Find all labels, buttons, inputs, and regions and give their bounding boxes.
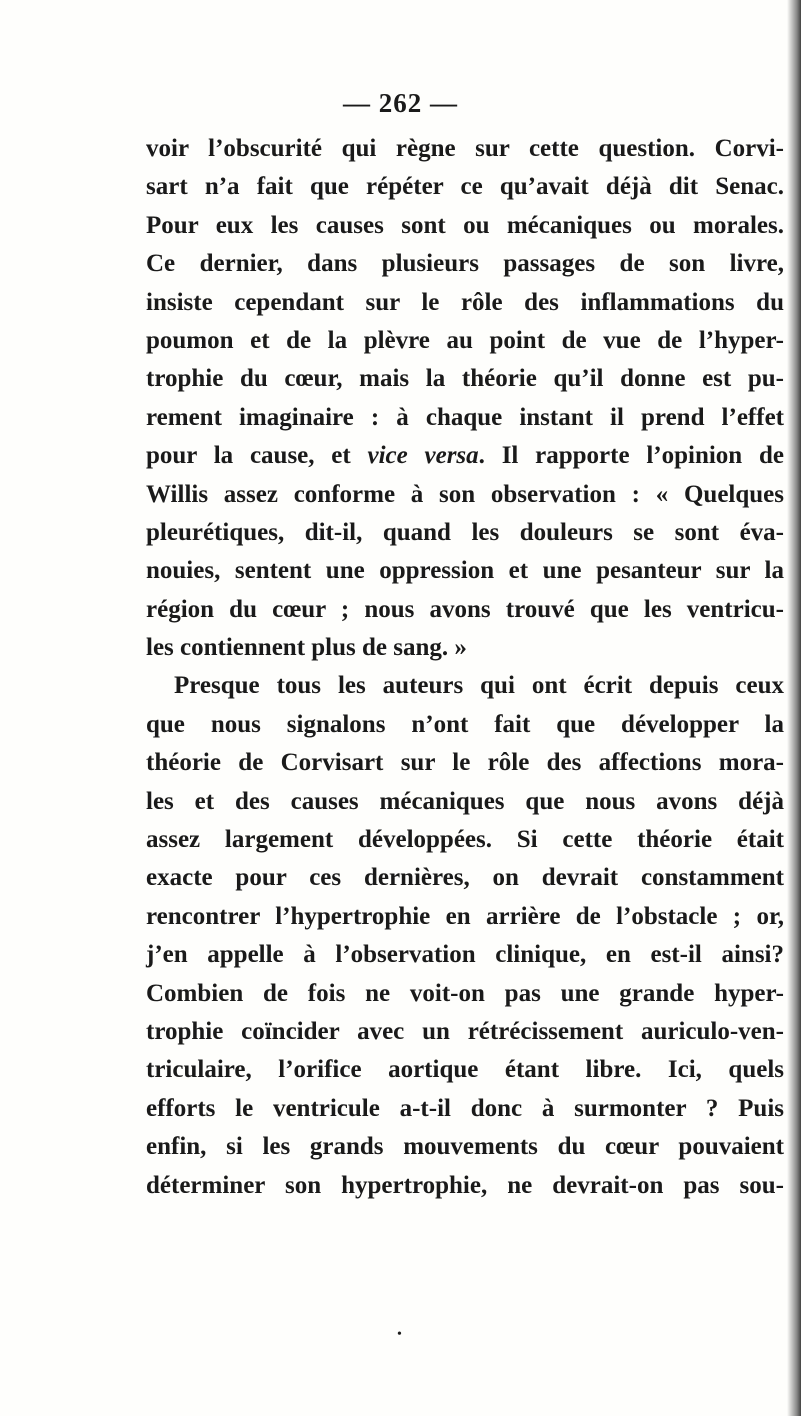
text-line: j’en appelle à l’observation clinique, en est-il ainsi? — [146, 941, 784, 969]
text-line: rencontrer l’hypertrophie en arrière de l’obstacle ; or, — [146, 902, 784, 930]
text-segment: . Il rapporte l’opinion de — [478, 442, 784, 470]
text-segment: pour la cause, et — [146, 442, 351, 470]
text-line: région du cœur ; nous avons trouvé que les ventricu- — [146, 595, 784, 623]
text-line: voir l’obscurité qui règne sur cette question. Corvi- — [146, 135, 784, 162]
text-line: rement imaginaire : à chaque instant il prend l’effet — [146, 403, 784, 431]
text-line: les et des causes mécaniques que nous avons déjà — [146, 787, 784, 815]
footer-mark: • — [397, 1327, 402, 1342]
text-line: pleurétiques, dit-il, quand les douleurs se sont éva- — [146, 518, 784, 546]
text-line: les contiennent plus de sang. » — [146, 634, 467, 662]
body-text — [146, 130, 784, 1205]
text-line: trophie du cœur, mais la théorie qu’il donne est pu- — [146, 365, 784, 393]
text-line: Ce dernier, dans plusieurs passages de son livre, — [146, 250, 784, 278]
text-line: que nous signalons n’ont fait que développer la — [146, 710, 784, 738]
text-line: théorie de Corvisart sur le rôle des affections mora- — [146, 749, 784, 777]
text-line: exacte pour ces dernières, on devrait constamment — [146, 864, 784, 892]
text-line: poumon et de la plèvre au point de vue de l’hyper- — [146, 326, 784, 354]
text-line: trophie coïncider avec un rétrécissement auriculo-ven- — [146, 1017, 784, 1045]
text-line: enfin, si les grands mouvements du cœur pouvaient — [146, 1133, 784, 1161]
text-line: sart n’a fait que répéter ce qu’avait déjà dit Senac. — [146, 173, 784, 201]
text-line: nouies, sentent une oppression et une pesanteur sur la — [146, 557, 784, 585]
paragraph-start-line: Presque tous les auteurs qui ont écrit depuis ceux — [174, 672, 784, 700]
page-number: — 262 — — [343, 88, 458, 118]
page-edge-shadow — [787, 0, 801, 1416]
text-line — [146, 437, 784, 475]
text-line: assez largement développées. Si cette théorie était — [146, 826, 784, 854]
text-line: insiste cependant sur le rôle des inflammations du — [146, 288, 784, 316]
text-line: efforts le ventricule a-t-il donc à surmonter ? Puis — [146, 1094, 784, 1122]
text-line: Combien de fois ne voit-on pas une grande hyper- — [146, 979, 784, 1007]
text-line: déterminer son hypertrophie, ne devrait-on pas sou- — [146, 1171, 784, 1199]
text-line: Willis assez conforme à son observation : « Quelques — [146, 480, 784, 508]
italic-phrase: vice versa — [367, 442, 479, 470]
text-line: triculaire, l’orifice aortique étant libre. Ici, quels — [146, 1056, 784, 1084]
text-line: Pour eux les causes sont ou mécaniques ou morales. — [146, 211, 784, 239]
